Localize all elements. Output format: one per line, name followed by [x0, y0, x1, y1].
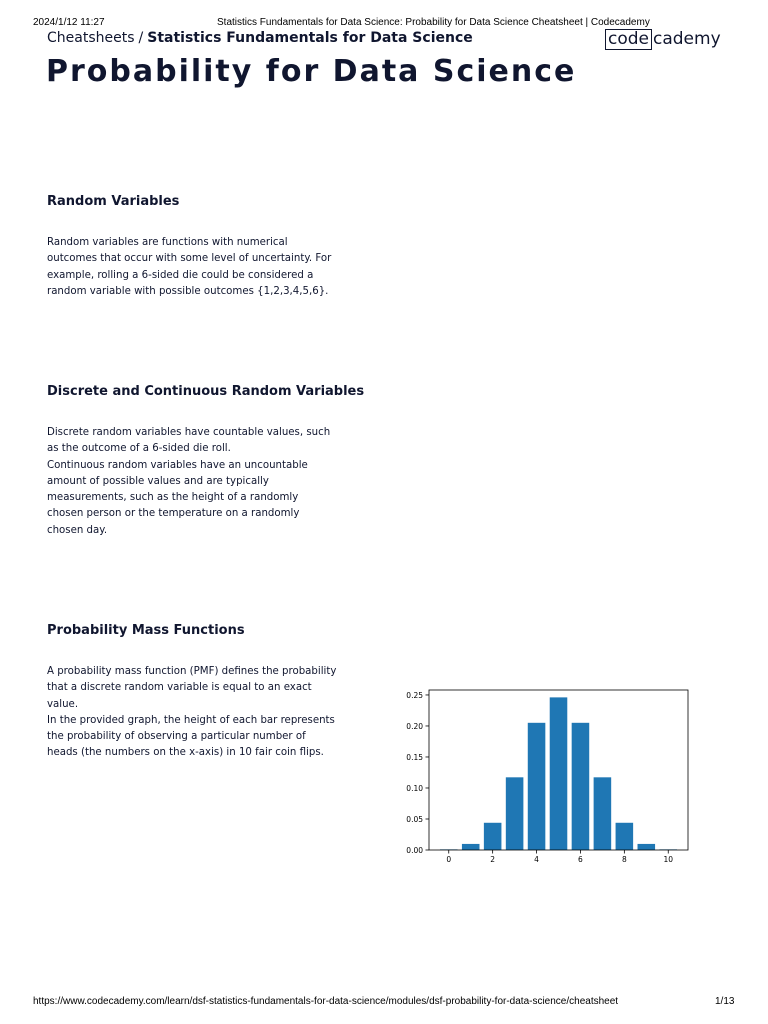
- breadcrumb-current[interactable]: Statistics Fundamentals for Data Science: [147, 30, 473, 46]
- y-tick-label: 0.25: [406, 690, 423, 700]
- breadcrumb-cheatsheets-link[interactable]: Cheatsheets: [47, 30, 135, 46]
- section-body-discrete-continuous: [47, 425, 337, 539]
- bar-4: [528, 723, 546, 850]
- paragraph: Discrete random variables have countable values, such as the outcome of a 6-sided die roll.: [47, 427, 331, 455]
- y-tick-label: 0.00: [406, 845, 423, 855]
- section-heading-discrete-continuous: Discrete and Continuous Random Variables: [47, 384, 365, 399]
- print-url: https://www.codecademy.com/learn/dsf-statistics-fundamentals-for-data-science/modules/dsf-probability-for-data-science/cheatsheet: [33, 996, 619, 1007]
- logo-boxed-text: code: [605, 29, 652, 50]
- y-tick-label: 0.20: [406, 721, 423, 731]
- print-datetime: 2024/1/12 11:27: [33, 17, 105, 28]
- x-tick-label: 0: [446, 855, 452, 864]
- bar-3: [506, 777, 524, 850]
- bar-9: [638, 844, 656, 850]
- breadcrumb: [47, 30, 473, 46]
- x-tick-label: 2: [490, 855, 496, 864]
- print-page-number: 1/13: [715, 996, 735, 1007]
- bar-7: [594, 777, 612, 850]
- page-title: Probability for Data Science: [46, 54, 577, 89]
- print-footer: [0, 996, 768, 1010]
- breadcrumb-separator: /: [138, 30, 144, 46]
- paragraph: In the provided graph, the height of each bar represents the probability of observing a particular number of heads (the numbers on the x-axis) in 10 fair coin flips.: [47, 714, 335, 759]
- y-tick-label: 0.15: [406, 752, 423, 762]
- paragraph: A probability mass function (PMF) defines the probability that a discrete random variable is equal to an exact value.: [47, 666, 337, 710]
- x-tick-label: 4: [534, 855, 539, 864]
- section-heading-random-variables: Random Variables: [47, 194, 180, 209]
- codecademy-logo[interactable]: [605, 28, 721, 50]
- section-heading-pmf: Probability Mass Functions: [47, 623, 245, 638]
- x-tick-label: 8: [621, 855, 627, 864]
- section-body-pmf: [47, 664, 337, 762]
- section-body-random-variables: [47, 235, 337, 300]
- x-tick-label: 10: [663, 855, 674, 864]
- pmf-bar-chart: [395, 685, 695, 865]
- y-tick-label: 0.10: [406, 783, 423, 793]
- x-tick-label: 6: [578, 855, 583, 864]
- bar-6: [572, 723, 590, 850]
- print-document-title: Statistics Fundamentals for Data Science: Probability for Data Science Cheatsheet | Codecademy: [217, 17, 650, 28]
- logo-rest-text: cademy: [653, 28, 721, 49]
- bar-5: [550, 697, 568, 850]
- y-tick-label: 0.05: [406, 814, 423, 824]
- paragraph: Continuous random variables have an uncountable amount of possible values and are typically measurements, such as the height of a randomly chosen person or the temperature on a randomly chosen day.: [47, 459, 308, 536]
- bar-8: [616, 823, 634, 850]
- paragraph: Random variables are functions with numerical outcomes that occur with some level of uncertainty. For example, rolling a 6-sided die could be considered a random variable with possible outcomes {1,2,3,4,5,6}.: [47, 237, 332, 297]
- bar-2: [484, 823, 502, 850]
- bar-1: [462, 844, 480, 850]
- pmf-chart-svg: [395, 685, 695, 865]
